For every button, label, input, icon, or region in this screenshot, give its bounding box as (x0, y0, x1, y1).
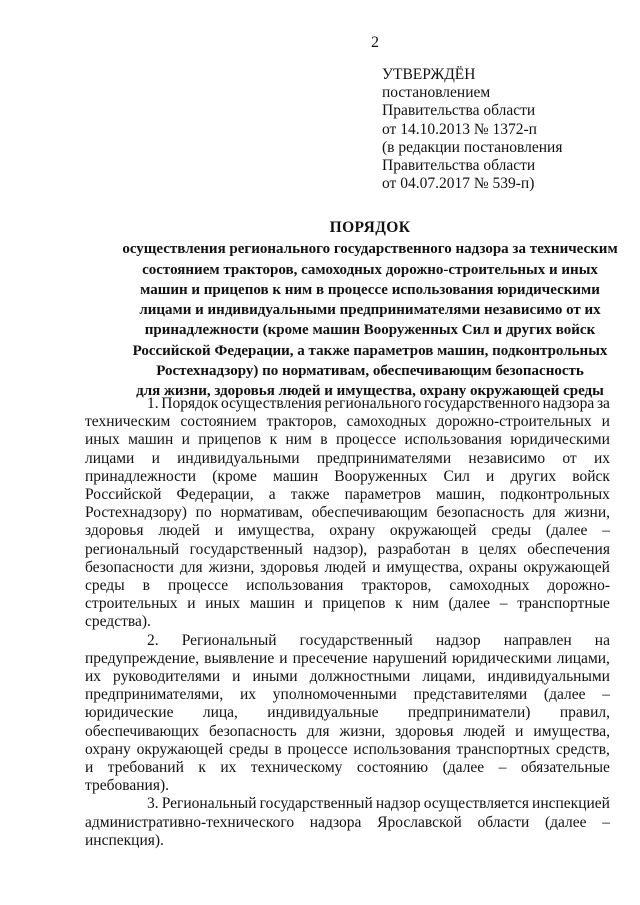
approval-stamp (382, 66, 622, 193)
title-subtitle-line: машин и прицепов к ним в процессе использования юридическими (140, 281, 600, 298)
title-subtitle-line: Ростехнадзору) по нормативам, обеспечивающим безопасность (156, 363, 584, 380)
title-subtitle-line: лицами и индивидуальными предпринимателями независимо от их (139, 302, 601, 319)
approval-line: УТВЕРЖДЁН (382, 66, 476, 83)
body-line: и требований к их техническому состоянию (далее – обязательные (85, 759, 610, 777)
document-title (100, 218, 640, 402)
body-line: инспекция). (85, 831, 164, 849)
body-line: иных машин и прицепов к ним в процессе использования юридическими (85, 431, 610, 449)
approval-line: от 14.10.2013 № 1372-п (382, 120, 537, 138)
body-line: 3. Региональный государственный надзор осуществляется инспекцией (147, 795, 610, 813)
document-body (85, 395, 610, 850)
body-line: предпринимателями, их уполномоченными представителями (далее – (85, 686, 610, 704)
approval-line: от 04.07.2017 № 539-п) (382, 175, 535, 193)
title-subtitle-line: для жизни, здоровья людей и имущества, охрану окружающей среды (136, 383, 604, 400)
body-line: юридические лица, индивидуальные предприниматели) правил, (85, 704, 610, 722)
body-line: Российской Федерации, а также параметров машин, подконтрольных (85, 486, 610, 504)
title-subtitle-line: принадлежности (кроме машин Вооруженных Сил и других войск (144, 322, 596, 339)
page-number-text: 2 (371, 34, 379, 51)
body-line: административно-технического надзора Ярославской области (далее – (85, 813, 610, 831)
body-line: безопасности для жизни, здоровья людей и имущества, охраны окружающей (85, 558, 610, 576)
approval-line: Правительства области (382, 102, 536, 120)
title-subtitle-line: Российской Федерации, а также параметров машин, подконтрольных (132, 342, 608, 359)
body-line: 2. Региональный государственный надзор направлен на (147, 631, 610, 649)
body-line: региональный государственный надзор), разработан в целях обеспечения (85, 540, 610, 558)
body-line: требования). (85, 777, 169, 795)
body-line: строительных и иных машин и прицепов к ним (далее – транспортные (85, 595, 610, 613)
approval-line: постановлением (382, 84, 491, 102)
body-line: 1. Порядок осуществления регионального государственного надзора за (147, 395, 610, 412)
body-line: охрану окружающей среды в процессе использования транспортных средств, (85, 740, 610, 758)
body-line: обеспечивающих безопасность для жизни, здоровья людей и имущества, (85, 722, 610, 740)
body-line: средства). (85, 613, 151, 631)
body-line: лицами и индивидуальными предпринимателями независимо от их (85, 449, 610, 467)
body-line: Ростехнадзору) по нормативам, обеспечивающим безопасность для жизни, (85, 504, 610, 522)
title-heading: ПОРЯДОК (329, 219, 411, 236)
approval-line: (в редакции постановления (382, 138, 563, 156)
approval-line: Правительства области (382, 157, 536, 175)
body-line: техническим состоянием тракторов, самоходных дорожно-строительных и (85, 413, 610, 431)
title-subtitle-line: состоянием тракторов, самоходных дорожно-строительных и иных (142, 261, 598, 278)
body-line: здоровья людей и имущества, охрану окружающей среды (далее – (85, 522, 610, 540)
title-subtitle-line: осуществления регионального государственного надзора за техническим (122, 241, 618, 258)
body-line: их руководителями и иными должностными лицами, индивидуальными (85, 668, 610, 686)
body-line: среды в процессе использования тракторов, самоходных дорожно- (85, 577, 610, 595)
page-number (0, 34, 640, 52)
body-line: принадлежности (кроме машин Вооруженных Сил и других войск (85, 467, 610, 485)
body-line: предупреждение, выявление и пресечение нарушений юридическими лицами, (85, 649, 610, 667)
